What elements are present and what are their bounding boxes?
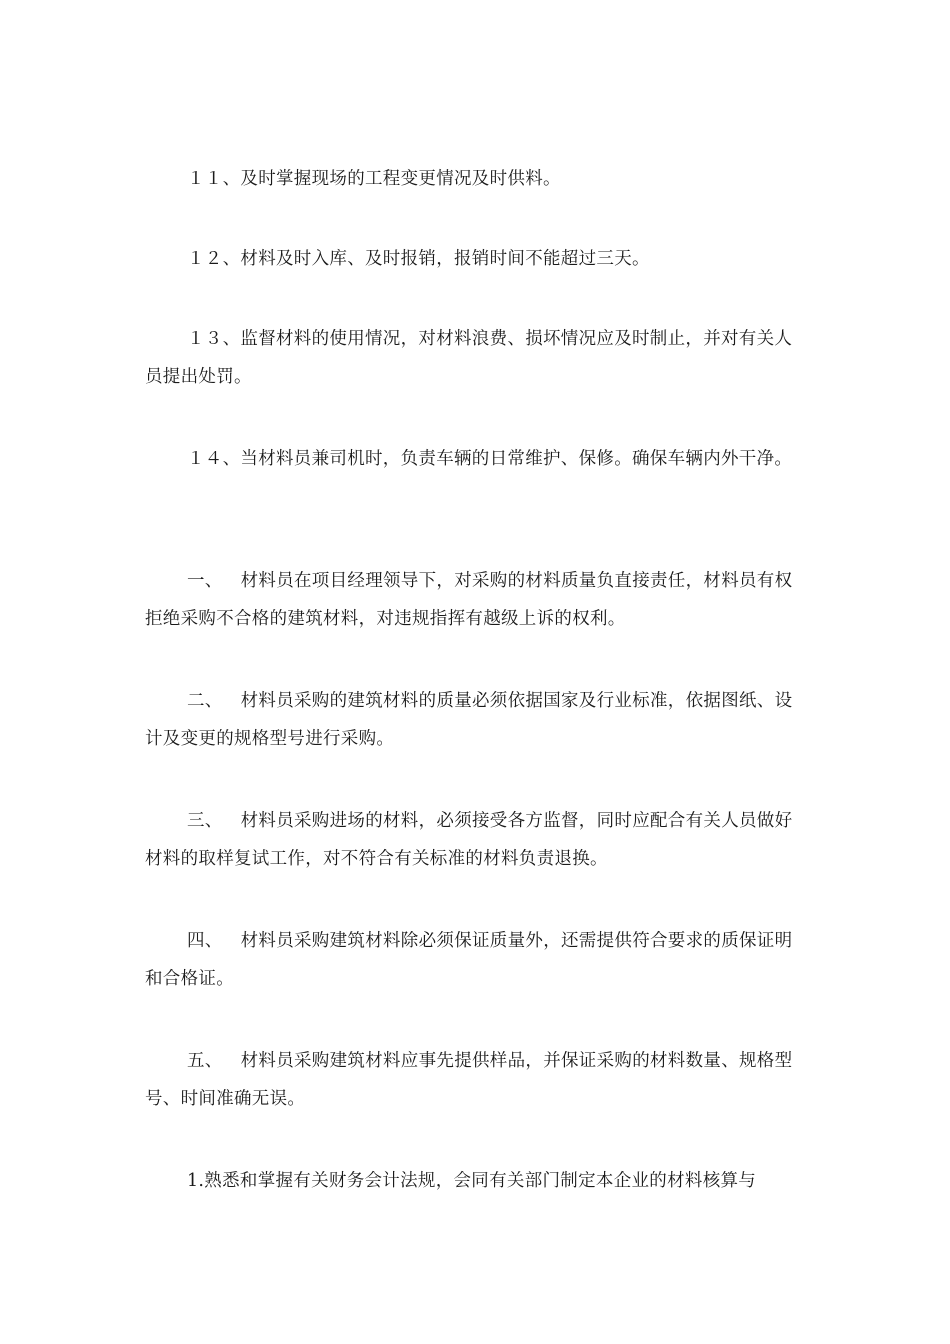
paragraph-text: 当材料员兼司机时，负责车辆的日常维护、保修。确保车辆内外干净。 [240,449,793,469]
paragraph-section-5 [145,1042,807,1118]
section-number: 二、 [187,691,223,711]
paragraph-text: 材料员在项目经理领导下，对采购的材料质量负直接责任，材料员有权拒绝采购不合格的建筑材料，对违规指挥有越级上诉的权利。 [145,571,793,629]
paragraph-section-3 [145,802,807,878]
paragraph-section-4 [145,922,807,998]
paragraph-item-12 [145,240,807,278]
paragraph-text: 材料及时入库、及时报销，报销时间不能超过三天。 [240,249,650,269]
section-number: 三、 [187,811,223,831]
paragraph-text: 材料员采购建筑材料除必须保证质量外，还需提供符合要求的质保证明和合格证。 [145,931,793,989]
paragraph-text: 熟悉和掌握有关财务会计法规，会同有关部门制定本企业的材料核算与 [204,1171,757,1191]
paragraph-text: 监督材料的使用情况，对材料浪费、损坏情况应及时制止，并对有关人员提出处罚。 [145,329,793,387]
paragraph-number: １４、 [187,449,241,469]
paragraph-item-13 [145,320,807,396]
paragraph-list-1 [145,1162,807,1200]
paragraph-number: １２、 [187,249,241,269]
paragraph-text: 材料员采购建筑材料应事先提供样品，并保证采购的材料数量、规格型号、时间准确无误。 [145,1051,793,1109]
list-number: 1. [187,1171,205,1191]
paragraph-text: 及时掌握现场的工程变更情况及时供料。 [240,169,561,189]
paragraph-text: 材料员采购的建筑材料的质量必须依据国家及行业标准，依据图纸、设计及变更的规格型号进行采购。 [145,691,793,749]
paragraph-section-2 [145,682,807,758]
section-number: 五、 [187,1051,223,1071]
section-number: 四、 [187,931,223,951]
paragraph-item-14 [145,440,807,478]
paragraph-section-1 [145,562,807,638]
paragraph-item-11 [145,160,807,198]
paragraph-text: 材料员采购进场的材料，必须接受各方监督，同时应配合有关人员做好材料的取样复试工作，对不符合有关标准的材料负责退换。 [145,811,793,869]
section-number: 一、 [187,571,223,591]
paragraph-number: １１、 [187,169,241,189]
paragraph-number: １３、 [187,329,241,349]
